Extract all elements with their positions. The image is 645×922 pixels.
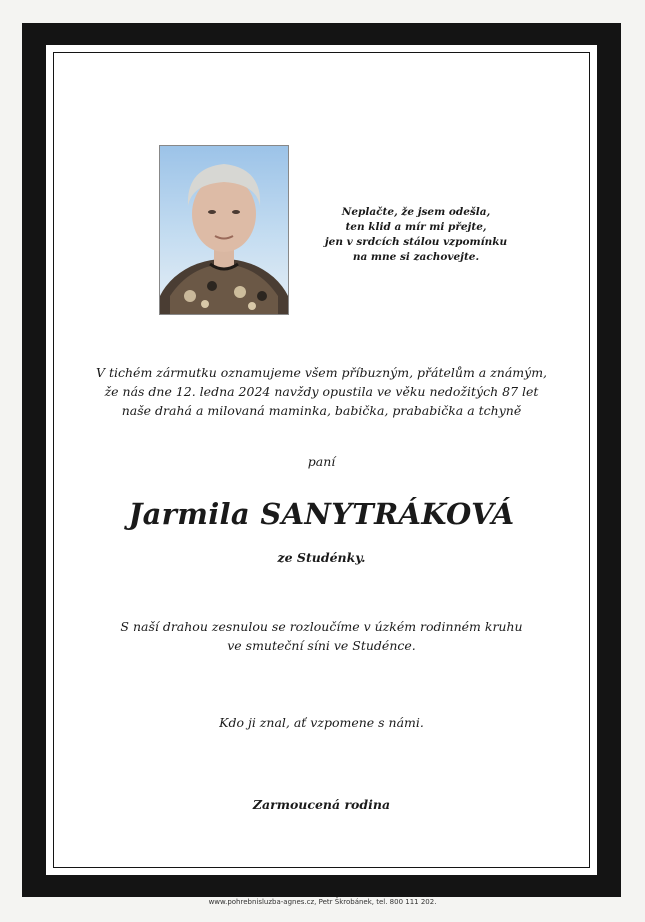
deceased-name: Jarmila SANYTRÁKOVÁ bbox=[128, 497, 515, 531]
farewell-info bbox=[46, 617, 597, 655]
farewell-line: ve smuteční síni ve Studénce. bbox=[227, 638, 416, 653]
salutation: paní bbox=[307, 454, 336, 469]
remembrance-line: Kdo ji znal, ať vzpomene s námi. bbox=[219, 715, 424, 730]
announcement-line: V tichém zármutku oznamujeme všem příbuzným, přátelům a známým, bbox=[95, 365, 548, 380]
announcement-line: že nás dne 12. ledna 2024 navždy opustila ve věku nedožitých 87 let bbox=[104, 384, 539, 399]
poem-line: na mne si zachovejte. bbox=[352, 251, 480, 263]
notice-paper bbox=[46, 45, 597, 875]
mourning-border bbox=[22, 23, 621, 897]
poem-line: Neplačte, že jsem odešla, bbox=[341, 206, 491, 218]
announcement-line: naše drahá a milovaná maminka, babička, prababička a tchyně bbox=[121, 403, 522, 418]
poem bbox=[316, 205, 516, 265]
funeral-service-footer: www.pohrebnisluzba-agnes.cz, Petr Škrobánek, tel. 800 111 202. bbox=[208, 898, 437, 906]
portrait-photo bbox=[159, 145, 289, 315]
farewell-line: S naší drahou zesnulou se rozloučíme v úzkém rodinném kruhu bbox=[120, 619, 523, 634]
announcement bbox=[46, 363, 597, 420]
signature: Zarmoucená rodina bbox=[252, 797, 391, 812]
poem-line: jen v srdcích stálou vzpomínku bbox=[324, 236, 508, 248]
deceased-origin: ze Studénky. bbox=[277, 550, 366, 565]
poem-line: ten klid a mír mi přejte, bbox=[345, 221, 487, 233]
